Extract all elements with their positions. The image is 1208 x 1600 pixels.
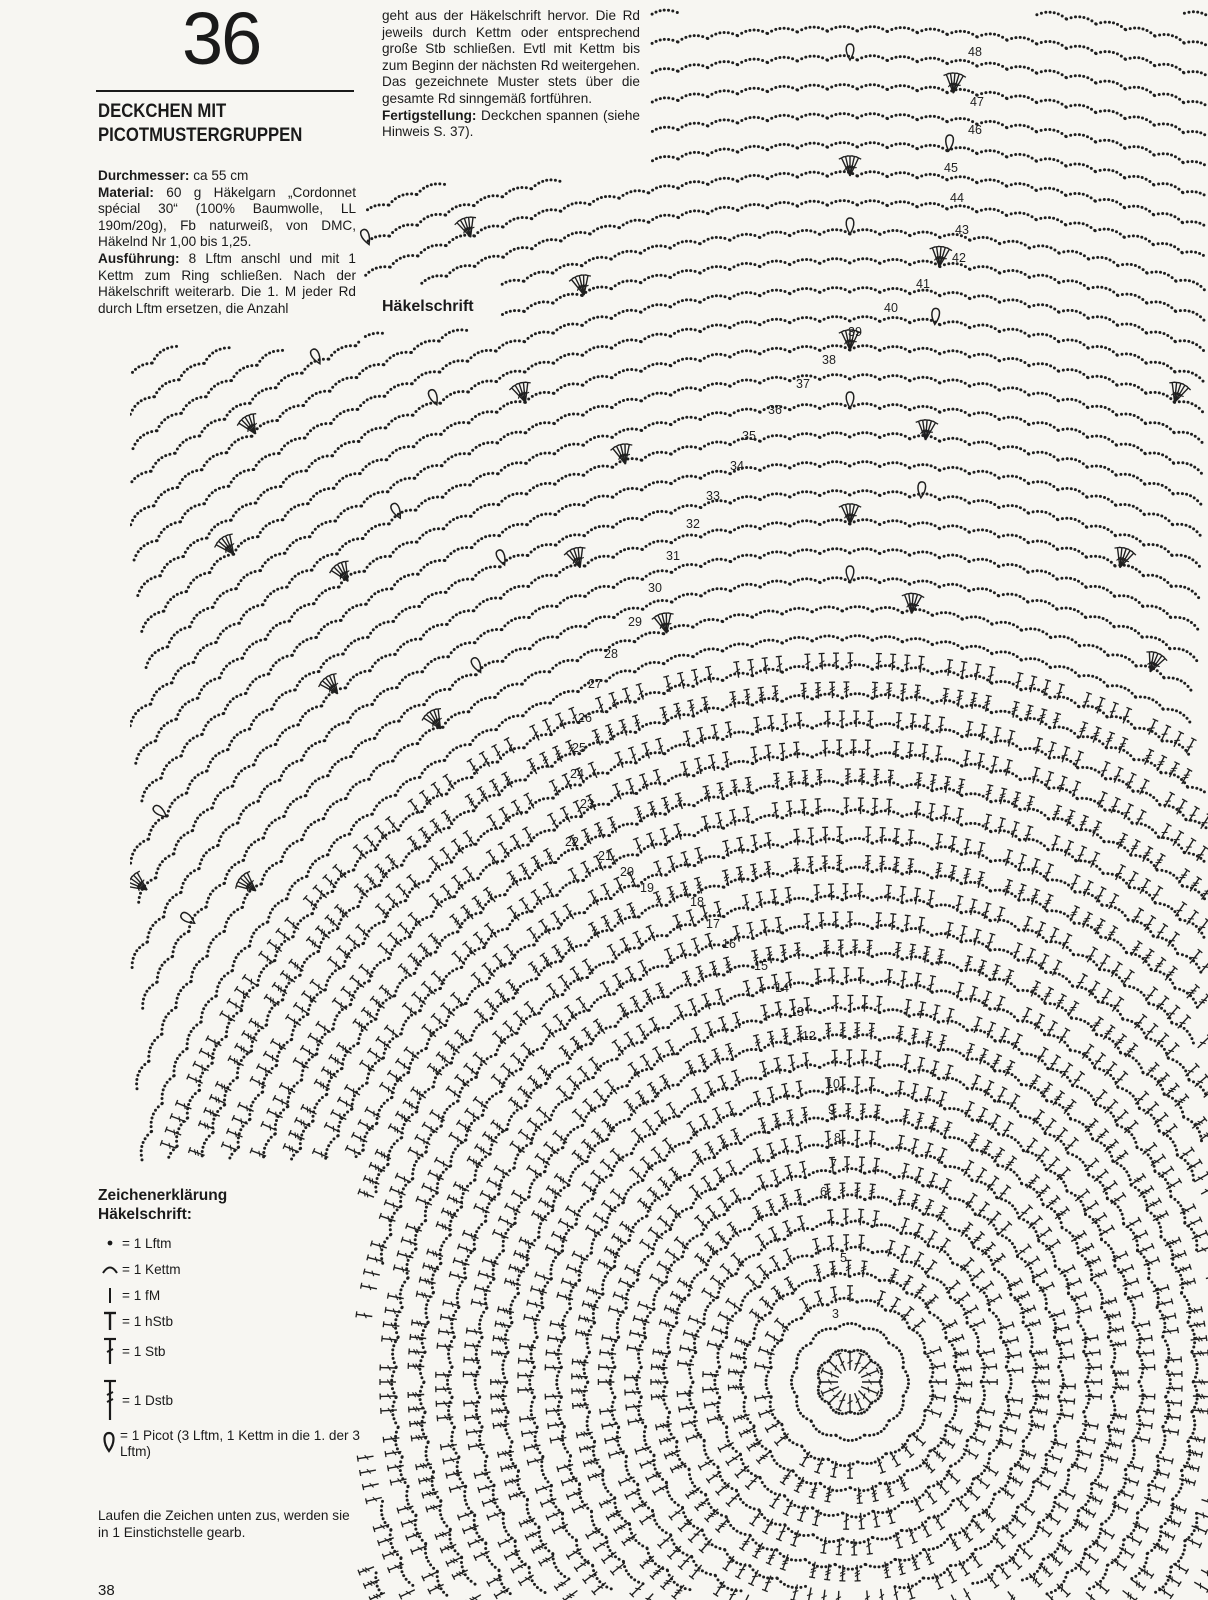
round-label: 39 [848, 325, 862, 339]
round-labels [565, 45, 984, 1321]
execution-label: Ausführung: [98, 250, 180, 266]
legend-item [100, 1308, 360, 1334]
round-label: 3 [832, 1307, 839, 1321]
material-value: 60 g Häkelgarn „Cordonnet spécial 30“ (100% Baumwolle, LL 190m/20g), Fb naturweiß, von DMC, Häkelnd Nr 1,00 bis 1,25. [98, 184, 356, 250]
double-dagger-icon [100, 1376, 120, 1424]
material-label: Material: [98, 184, 154, 200]
title-rule [96, 90, 354, 92]
round-label: 42 [952, 251, 966, 265]
bar-icon [100, 1282, 120, 1308]
round-label: 24 [570, 767, 584, 781]
finishing-label: Fertigstellung: [382, 107, 477, 123]
pattern-title: DECKCHEN MIT PICOTMUSTERGRUPPEN [98, 101, 303, 146]
round-label: 46 [968, 123, 982, 137]
round-label: 44 [950, 191, 964, 205]
round-label: 21 [598, 849, 612, 863]
legend-item-text: = 1 Lftm [122, 1235, 172, 1251]
legend-heading-line2: Häkelschrift: [98, 1206, 192, 1223]
round-label: 32 [686, 517, 700, 531]
round-label: 10 [826, 1077, 840, 1091]
page-number: 38 [98, 1582, 115, 1599]
instructions-right-column [382, 8, 640, 141]
round-label: 8 [834, 1131, 841, 1145]
legend [100, 1230, 360, 1466]
pattern-number: 36 [182, 0, 261, 80]
diagram-heading: Häkelschrift [382, 298, 474, 315]
round-label: 45 [944, 161, 958, 175]
round-label: 27 [588, 677, 602, 691]
round-label: 38 [822, 353, 836, 367]
round-label: 13 [790, 1005, 804, 1019]
dot-icon [100, 1230, 120, 1256]
round-label: 28 [604, 647, 618, 661]
arc-icon [100, 1256, 120, 1282]
legend-item-text: = 1 Dstb [122, 1392, 174, 1408]
round-label: 19 [640, 881, 654, 895]
round-label: 34 [730, 459, 744, 473]
round-label: 7 [830, 1157, 837, 1171]
round-label: 9 [828, 1103, 835, 1117]
round-label: 12 [802, 1029, 816, 1043]
legend-heading-line1: Zeichenerklärung [98, 1187, 228, 1204]
round-label: 26 [578, 711, 592, 725]
round-label: 47 [970, 95, 984, 109]
legend-item [100, 1282, 360, 1308]
round-label: 37 [796, 377, 810, 391]
picot-icon [100, 1428, 118, 1454]
legend-item [100, 1424, 360, 1466]
round-label: 5 [840, 1251, 847, 1265]
round-label: 40 [884, 301, 898, 315]
legend-item-text: = 1 Stb [122, 1343, 166, 1359]
round-label: 31 [666, 549, 680, 563]
round-label: 25 [572, 741, 586, 755]
t-icon [100, 1308, 120, 1334]
legend-note: Laufen die Zeichen unten zus, werden sie in 1 Einstichstelle gearb. [98, 1508, 350, 1540]
diameter-label: Durchmesser: [98, 168, 190, 183]
round-label: 23 [580, 797, 594, 811]
round-label: 41 [916, 277, 930, 291]
round-label: 14 [775, 981, 789, 995]
legend-item-text: = 1 Picot (3 Lftm, 1 Kettm in die 1. der 3 Lftm) [120, 1428, 360, 1459]
round-label: 15 [754, 959, 768, 973]
round-label: 6 [820, 1185, 827, 1199]
diameter-value: ca 55 cm [189, 168, 249, 183]
legend-item-text: = 1 fM [122, 1287, 161, 1303]
legend-item [100, 1256, 360, 1282]
legend-item [100, 1376, 360, 1424]
legend-heading [98, 1186, 227, 1224]
finishing-value: Deckchen spannen (siehe Hinweis S. 37). [382, 107, 640, 140]
round-label: 17 [706, 917, 720, 931]
round-label: 43 [955, 223, 969, 237]
execution-value: 8 Lftm anschl und mit 1 Kettm zum Ring schließen. Nach der Häkelschrift weiterarb. Die 1. M jeder Rd durch Lftm ersetzen, die Anzahl [98, 250, 356, 316]
round-label: 36 [768, 403, 782, 417]
round-label: 16 [722, 937, 736, 951]
round-label: 33 [706, 489, 720, 503]
legend-item-text: = 1 Kettm [122, 1261, 181, 1277]
round-label: 22 [565, 835, 579, 849]
round-label: 20 [620, 865, 634, 879]
instructions-left-column [98, 168, 356, 317]
round-label: 35 [742, 429, 756, 443]
dagger-icon [100, 1334, 120, 1368]
execution-continuation: geht aus der Häkelschrift hervor. Die Rd jeweils durch Kettm oder entsprechend große Stb schließen. Evtl mit Kettm bis zum Beginn der nächsten Rd weitergehen. Das gezeichnete Muster stets über die gesamte Rd sinngemäß fortführen. [382, 8, 640, 106]
legend-item [100, 1334, 360, 1368]
round-label: 29 [628, 615, 642, 629]
legend-item [100, 1230, 360, 1256]
round-label: 18 [690, 895, 704, 909]
legend-item-text: = 1 hStb [122, 1313, 174, 1329]
round-label: 30 [648, 581, 662, 595]
round-label: 48 [968, 45, 982, 59]
